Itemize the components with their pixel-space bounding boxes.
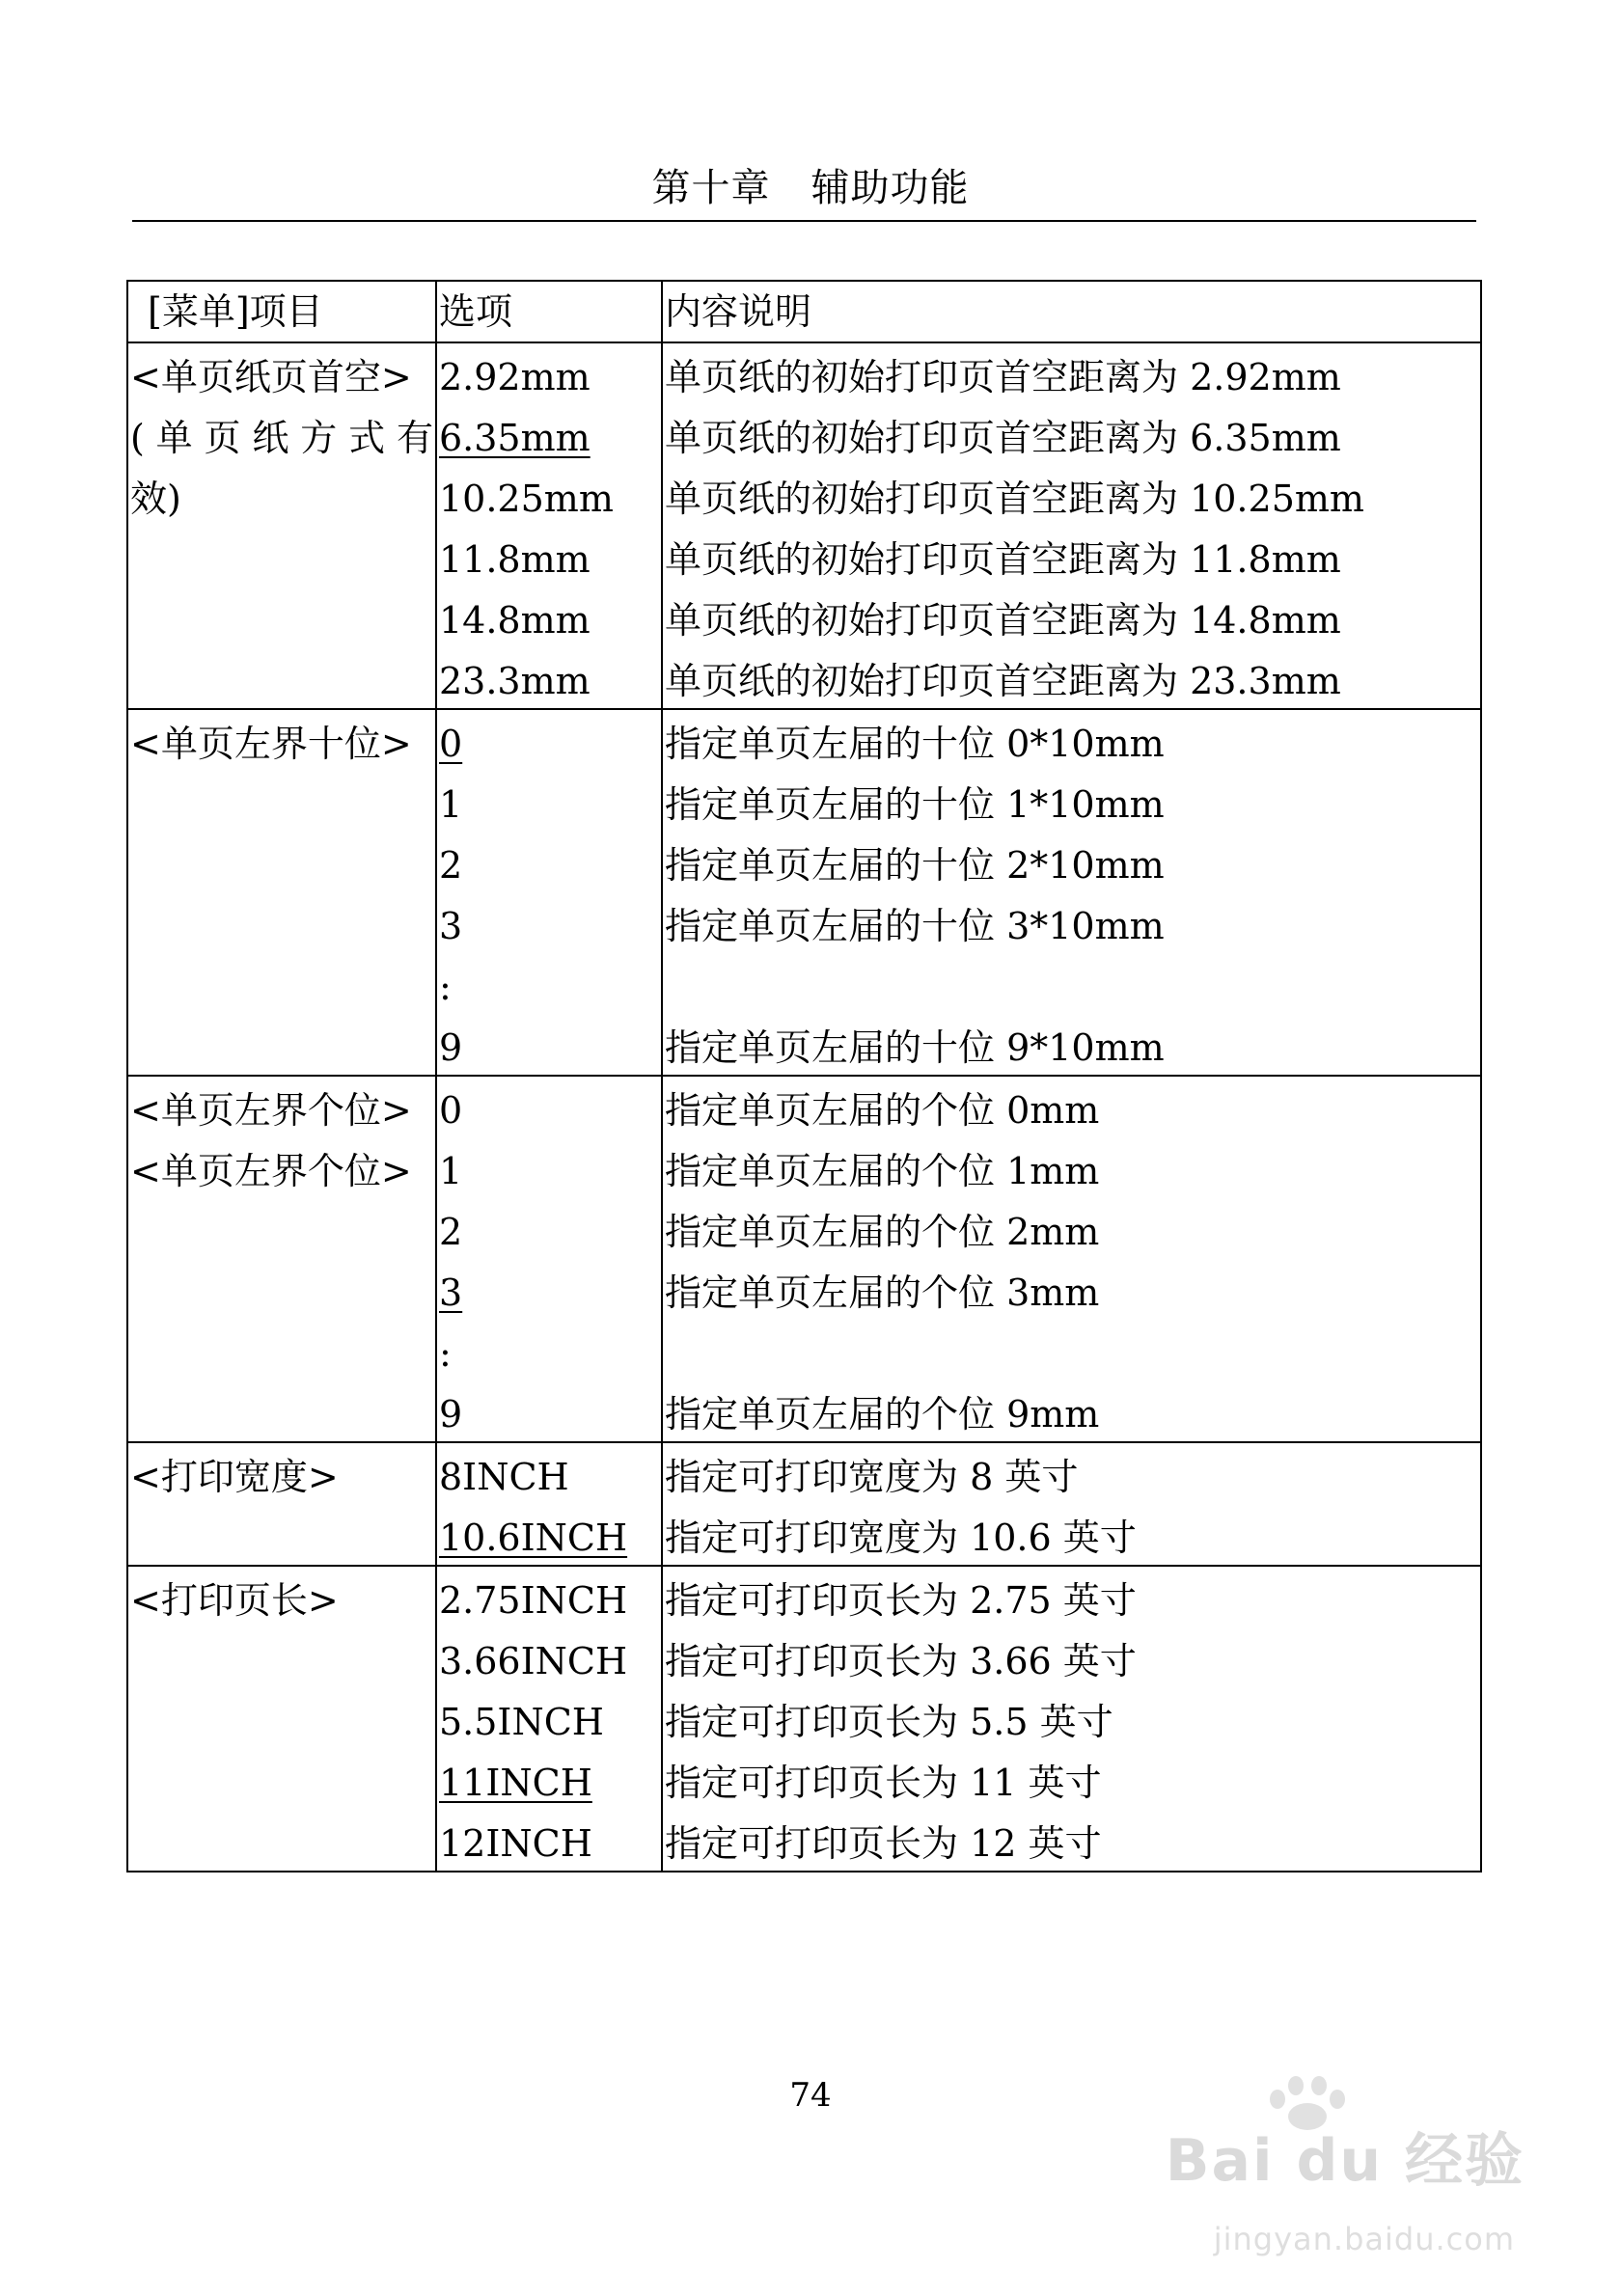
option-value: 3 <box>439 905 463 947</box>
option-description: 指定单页左届的十位 3*10mm <box>665 905 1165 947</box>
menu-item-label: <单页左界个位> <box>130 1150 412 1192</box>
page-number: 74 <box>789 2076 832 2115</box>
option-value-default: 3 <box>439 1271 463 1314</box>
option-description: 指定单页左届的个位 2mm <box>665 1211 1100 1253</box>
option-value-default: 10.6INCH <box>439 1517 628 1559</box>
option-description: 单页纸的初始打印页首空距离为 23.3mm <box>665 660 1341 702</box>
menu-item-cell <box>127 1442 436 1566</box>
option-value: 12INCH <box>439 1822 592 1865</box>
option-value-default: 0 <box>439 723 463 765</box>
option-value: 1 <box>439 1150 463 1192</box>
chapter-header <box>0 164 1621 212</box>
column-header-description: 内容说明 <box>662 281 1481 342</box>
menu-item-cell <box>127 342 436 709</box>
table-group-page-length <box>127 1566 1481 1872</box>
option-description: 单页纸的初始打印页首空距离为 10.25mm <box>665 478 1364 520</box>
option-description: 指定单页左届的个位 9mm <box>665 1393 1100 1435</box>
option-description <box>663 1320 1480 1380</box>
option-value: 10.25mm <box>439 478 614 520</box>
menu-item-label: <单页左界十位> <box>130 723 412 765</box>
option-cell <box>436 1076 662 1442</box>
option-value: 2.92mm <box>439 356 591 398</box>
watermark-url: jingyan.baidu.com <box>1213 2221 1515 2257</box>
option-cell <box>436 342 662 709</box>
menu-item-note: 效) <box>130 478 181 520</box>
option-value: 23.3mm <box>439 660 591 702</box>
option-description <box>663 953 1480 1014</box>
option-description: 指定可打印宽度为 8 英寸 <box>665 1456 1079 1498</box>
option-description: 指定单页左届的十位 2*10mm <box>665 844 1165 887</box>
option-ellipsis: : <box>439 1332 452 1375</box>
option-description: 指定可打印页长为 5.5 英寸 <box>665 1701 1113 1743</box>
option-value: 2.75INCH <box>439 1579 628 1622</box>
column-header-option: 选项 <box>436 281 662 342</box>
menu-item-cell <box>127 709 436 1076</box>
column-header-item: [菜单]项目 <box>127 281 436 342</box>
option-description: 指定可打印页长为 2.75 英寸 <box>665 1579 1137 1622</box>
option-description: 指定可打印页长为 11 英寸 <box>665 1762 1102 1804</box>
option-description: 单页纸的初始打印页首空距离为 2.92mm <box>665 356 1341 398</box>
option-value-default: 6.35mm <box>439 417 591 459</box>
menu-item-note: (单页纸方式有 <box>130 417 433 459</box>
table-group-left-margin-ones <box>127 1076 1481 1442</box>
menu-item-cell <box>127 1076 436 1442</box>
option-value: 2 <box>439 844 463 887</box>
table-group-left-margin-tens <box>127 709 1481 1076</box>
option-description: 指定单页左届的十位 0*10mm <box>665 723 1165 765</box>
option-value: 2 <box>439 1211 463 1253</box>
chapter-number: 第十章 <box>651 166 771 210</box>
table-group-print-width <box>127 1442 1481 1566</box>
option-description: 指定可打印宽度为 10.6 英寸 <box>665 1517 1137 1559</box>
option-value: 9 <box>439 1026 463 1069</box>
option-description: 指定单页左届的十位 9*10mm <box>665 1026 1165 1069</box>
option-value-default: 11INCH <box>439 1762 592 1804</box>
menu-item-label: <单页左界个位> <box>130 1089 412 1132</box>
option-description: 指定可打印页长为 12 英寸 <box>665 1822 1102 1865</box>
baidu-watermark <box>1165 2084 1592 2277</box>
option-cell <box>436 709 662 1076</box>
option-ellipsis: : <box>439 966 452 1008</box>
option-cell <box>436 1442 662 1566</box>
option-description: 单页纸的初始打印页首空距离为 11.8mm <box>665 538 1341 581</box>
menu-settings-table <box>126 280 1482 1872</box>
description-cell <box>662 1442 1481 1566</box>
option-value: 14.8mm <box>439 599 591 642</box>
menu-item-label: <打印页长> <box>130 1579 339 1622</box>
option-value: 1 <box>439 783 463 826</box>
option-description: 指定单页左届的个位 0mm <box>665 1089 1100 1132</box>
option-value: 9 <box>439 1393 463 1435</box>
option-description: 指定单页左届的个位 1mm <box>665 1150 1100 1192</box>
option-description: 单页纸的初始打印页首空距离为 14.8mm <box>665 599 1341 642</box>
description-cell <box>662 1076 1481 1442</box>
menu-item-label: <单页纸页首空> <box>130 356 412 398</box>
option-description: 单页纸的初始打印页首空距离为 6.35mm <box>665 417 1341 459</box>
option-value: 5.5INCH <box>439 1701 604 1743</box>
menu-item-cell <box>127 1566 436 1872</box>
menu-item-label: <打印宽度> <box>130 1456 339 1498</box>
watermark-brand: Bai du 经验 <box>1165 2127 1525 2195</box>
table-group-top-margin <box>127 342 1481 709</box>
description-cell <box>662 1566 1481 1872</box>
option-description: 指定可打印页长为 3.66 英寸 <box>665 1640 1137 1682</box>
option-cell <box>436 1566 662 1872</box>
header-rule <box>132 220 1476 222</box>
description-cell <box>662 342 1481 709</box>
description-cell <box>662 709 1481 1076</box>
option-value: 0 <box>439 1089 463 1132</box>
option-description: 指定单页左届的十位 1*10mm <box>665 783 1165 826</box>
option-value: 8INCH <box>439 1456 569 1498</box>
option-value: 3.66INCH <box>439 1640 628 1682</box>
option-description: 指定单页左届的个位 3mm <box>665 1271 1100 1314</box>
chapter-title: 辅助功能 <box>810 166 970 210</box>
table-header-row <box>127 281 1481 342</box>
option-value: 11.8mm <box>439 538 591 581</box>
